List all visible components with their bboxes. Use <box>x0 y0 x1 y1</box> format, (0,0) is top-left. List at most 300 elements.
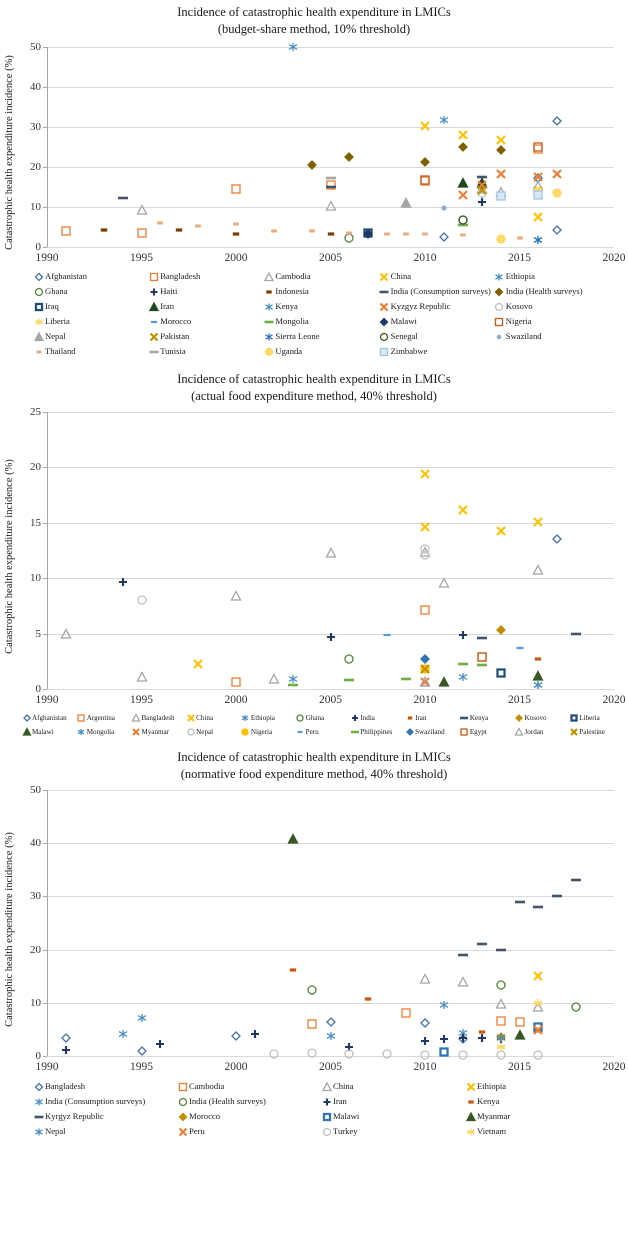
legend-item[interactable] <box>264 299 379 314</box>
legend-item[interactable] <box>380 314 495 329</box>
legend-label: Vietnam <box>477 1126 507 1136</box>
legend-marker-icon <box>131 714 140 723</box>
legend-label: Kosovo <box>524 714 547 722</box>
gridline <box>47 87 614 88</box>
legend-marker-icon <box>322 1097 331 1106</box>
legend-item[interactable] <box>241 711 296 725</box>
chart-3-title-block <box>0 745 628 782</box>
data-point <box>306 984 318 996</box>
legend-label: Peru <box>305 728 319 736</box>
chart-2-title: Incidence of catastrophic health expenditure in LMICs <box>177 372 451 386</box>
legend-marker-icon <box>22 728 31 737</box>
legend-label: Peru <box>189 1126 205 1136</box>
legend-item[interactable] <box>77 711 132 725</box>
gridline <box>47 412 614 413</box>
legend-item[interactable] <box>380 344 495 359</box>
legend-item[interactable] <box>495 314 610 329</box>
legend-item[interactable] <box>322 1109 466 1124</box>
legend-item[interactable] <box>178 1094 322 1109</box>
data-point <box>306 1047 318 1059</box>
legend-marker-icon <box>264 347 273 356</box>
data-point <box>457 629 469 641</box>
legend-item[interactable] <box>495 299 610 314</box>
data-point <box>117 1028 129 1040</box>
legend-item[interactable] <box>405 725 460 739</box>
chart-1-plot-area <box>0 37 628 267</box>
data-point <box>495 944 507 956</box>
data-point <box>287 964 299 976</box>
legend-item[interactable] <box>34 1109 178 1124</box>
legend-item[interactable] <box>34 329 149 344</box>
legend-item[interactable] <box>149 284 264 299</box>
data-point <box>173 224 185 236</box>
legend-label: Pakistan <box>160 331 190 341</box>
legend-label: Mongolia <box>86 728 115 736</box>
data-point <box>419 174 431 186</box>
legend-label: Malawi <box>333 1111 360 1121</box>
data-point <box>457 658 469 670</box>
legend-item[interactable] <box>241 725 296 739</box>
legend-item[interactable] <box>186 711 241 725</box>
chart-2-legend <box>0 709 628 739</box>
legend-marker-icon <box>264 332 273 341</box>
data-point <box>98 224 110 236</box>
legend-marker-icon <box>380 287 389 296</box>
legend-label: Liberia <box>579 714 600 722</box>
legend-label: Bangladesh <box>141 714 175 722</box>
legend-marker-icon <box>22 714 31 723</box>
legend-label: Afghanistan <box>32 714 67 722</box>
legend-marker-icon <box>495 287 504 296</box>
legend-item[interactable] <box>380 299 495 314</box>
data-point <box>325 200 337 212</box>
legend-marker-icon <box>34 1127 43 1136</box>
legend-item[interactable] <box>186 725 241 739</box>
chart-3-legend <box>0 1077 628 1139</box>
gridline <box>47 578 614 579</box>
chart-2-canvas <box>30 406 626 706</box>
legend-label: Kenya <box>275 301 298 311</box>
chart-2-y-axis-label: Catastrophic health expenditure incidence (%) <box>3 459 15 654</box>
gridline <box>47 896 614 897</box>
data-point <box>532 564 544 576</box>
gridline <box>47 950 614 951</box>
data-point <box>532 997 544 1009</box>
legend-item[interactable] <box>34 1079 178 1094</box>
chart-3-title: Incidence of catastrophic health expenditure in LMICs <box>177 750 451 764</box>
data-point <box>419 676 431 688</box>
legend-item[interactable] <box>296 711 351 725</box>
legend-label: Bangladesh <box>160 271 201 281</box>
legend-item[interactable] <box>34 1124 178 1139</box>
legend-label: Malawi <box>390 316 417 326</box>
data-point <box>306 1018 318 1030</box>
y-axis-tick-label: 5 <box>35 627 41 640</box>
data-point <box>532 1024 544 1036</box>
legend-label: Ghana <box>45 286 68 296</box>
data-point <box>419 156 431 168</box>
legend-label: Ethiopia <box>250 714 275 722</box>
legend-marker-icon <box>350 714 359 723</box>
legend-label: Senegal <box>390 331 418 341</box>
legend-marker-icon <box>149 302 158 311</box>
data-point <box>457 949 469 961</box>
legend-item[interactable] <box>149 344 264 359</box>
legend-label: Bangladesh <box>45 1081 86 1091</box>
data-point <box>532 189 544 201</box>
legend-marker-icon <box>460 714 469 723</box>
y-axis-tick-label: 40 <box>30 81 41 93</box>
data-point <box>476 938 488 950</box>
data-point <box>476 632 488 644</box>
legend-marker-icon <box>466 1082 475 1091</box>
data-point <box>136 594 148 606</box>
legend-label: Iraq <box>45 301 59 311</box>
y-axis-tick-label: 0 <box>35 1050 41 1062</box>
figure-normative-food <box>0 745 628 1139</box>
data-point <box>419 228 431 240</box>
legend-marker-icon <box>322 1082 331 1091</box>
legend-marker-icon <box>149 347 158 356</box>
legend-label: Turkey <box>333 1126 358 1136</box>
legend-item[interactable] <box>131 725 186 739</box>
legend-marker-icon <box>178 1112 187 1121</box>
y-axis-tick-mark <box>43 689 47 690</box>
legend-label: India (Consumption surveys) <box>390 286 491 296</box>
gridline <box>47 689 614 690</box>
legend-marker-icon <box>178 1097 187 1106</box>
legend-label: India <box>360 714 375 722</box>
legend-item[interactable] <box>77 725 132 739</box>
gridline <box>47 843 614 844</box>
data-point <box>570 874 582 886</box>
legend-item[interactable] <box>466 1109 610 1124</box>
data-point <box>325 1016 337 1028</box>
legend-item[interactable] <box>178 1124 322 1139</box>
legend-marker-icon <box>405 714 414 723</box>
legend-item[interactable] <box>569 711 624 725</box>
data-point <box>60 225 72 237</box>
legend-label: Ethiopia <box>505 271 535 281</box>
data-point <box>192 220 204 232</box>
data-point <box>514 642 526 654</box>
legend-item[interactable] <box>460 725 515 739</box>
data-point <box>457 177 469 189</box>
x-axis-tick-label: 2015 <box>508 252 531 264</box>
legend-marker-icon <box>77 714 86 723</box>
data-point <box>325 547 337 559</box>
data-point <box>495 624 507 636</box>
data-point <box>532 901 544 913</box>
legend-marker-icon <box>264 302 273 311</box>
legend-label: Iran <box>160 301 175 311</box>
data-point <box>381 228 393 240</box>
data-point <box>230 1030 242 1042</box>
data-point <box>400 228 412 240</box>
legend-item[interactable] <box>149 329 264 344</box>
data-point <box>419 1035 431 1047</box>
x-axis-tick-label: 2000 <box>224 252 248 264</box>
legend-label: Kenya <box>477 1096 500 1106</box>
data-point <box>268 673 280 685</box>
gridline <box>47 467 614 468</box>
y-axis-tick-label: 25 <box>30 406 41 418</box>
chart-1-canvas <box>30 41 626 264</box>
legend-item[interactable] <box>495 329 610 344</box>
data-point <box>306 225 318 237</box>
legend-marker-icon <box>34 1097 43 1106</box>
data-point <box>495 525 507 537</box>
legend-item[interactable] <box>322 1094 466 1109</box>
legend-marker-icon <box>322 1127 331 1136</box>
y-axis-tick-label: 0 <box>35 683 41 695</box>
legend-label: Liberia <box>45 316 70 326</box>
legend-marker-icon <box>466 1097 475 1106</box>
chart-1-title: Incidence of catastrophic health expenditure in LMICs <box>177 5 451 19</box>
chart-1-subtitle: (budget-share method, 10% threshold) <box>217 21 411 36</box>
legend-item[interactable] <box>34 314 149 329</box>
legend-item[interactable] <box>178 1079 322 1094</box>
data-point <box>362 228 374 240</box>
legend-marker-icon <box>34 272 43 281</box>
legend-item[interactable] <box>495 269 610 284</box>
data-point <box>117 192 129 204</box>
legend-marker-icon <box>186 728 195 737</box>
data-point <box>136 1012 148 1024</box>
legend-item[interactable] <box>460 711 515 725</box>
legend-marker-icon <box>149 272 158 281</box>
legend-label: Malawi <box>32 728 54 736</box>
x-axis-tick-label: 1990 <box>35 694 59 706</box>
x-axis-tick-label: 2020 <box>602 252 626 264</box>
legend-item[interactable] <box>149 314 264 329</box>
legend-marker-icon <box>515 728 524 737</box>
legend-item[interactable] <box>264 314 379 329</box>
data-point <box>438 1046 450 1058</box>
data-point <box>438 1033 450 1045</box>
data-point <box>419 1017 431 1029</box>
legend-marker-icon <box>515 714 524 723</box>
data-point <box>457 189 469 201</box>
legend-item[interactable] <box>466 1079 610 1094</box>
legend-item[interactable] <box>34 269 149 284</box>
y-axis-tick-mark <box>43 1056 47 1057</box>
legend-marker-icon <box>264 272 273 281</box>
legend-item[interactable] <box>350 725 405 739</box>
legend-label: Jordan <box>524 728 544 736</box>
legend-label: Nigeria <box>250 728 273 736</box>
legend-item[interactable] <box>466 1124 610 1139</box>
legend-marker-icon <box>131 728 140 737</box>
legend-item[interactable] <box>380 329 495 344</box>
data-point <box>495 233 507 245</box>
data-point <box>551 533 563 545</box>
legend-item[interactable] <box>22 725 77 739</box>
data-point <box>287 41 299 53</box>
legend-label: Argentina <box>86 714 115 722</box>
y-axis-tick-label: 20 <box>30 461 41 474</box>
legend-item[interactable] <box>34 344 149 359</box>
data-point <box>419 549 431 561</box>
data-point <box>457 1032 469 1044</box>
chart-3-subtitle: (normative food expenditure method, 40% threshold) <box>180 766 448 781</box>
legend-item[interactable] <box>131 711 186 725</box>
data-point <box>495 144 507 156</box>
data-point <box>230 676 242 688</box>
data-point <box>570 628 582 640</box>
y-axis-tick-label: 10 <box>30 572 41 585</box>
legend-marker-icon <box>264 317 273 326</box>
legend-item[interactable] <box>34 284 149 299</box>
legend-label: Morocco <box>189 1111 221 1121</box>
y-axis-tick-label: 50 <box>30 784 41 796</box>
legend-item[interactable] <box>264 284 379 299</box>
legend-item[interactable] <box>34 299 149 314</box>
legend-marker-icon <box>34 302 43 311</box>
legend-item[interactable] <box>466 1094 610 1109</box>
legend-label: Zimbabwe <box>390 346 428 356</box>
legend-item[interactable] <box>264 329 379 344</box>
legend-marker-icon <box>466 1112 475 1121</box>
legend-marker-icon <box>495 302 504 311</box>
legend-item[interactable] <box>405 711 460 725</box>
x-axis-tick-label: 2015 <box>508 694 531 706</box>
legend-marker-icon <box>495 272 504 281</box>
data-point <box>325 172 337 184</box>
legend-item[interactable] <box>178 1109 322 1124</box>
data-point <box>325 631 337 643</box>
gridline <box>47 247 614 248</box>
data-point <box>192 658 204 670</box>
legend-item[interactable] <box>149 269 264 284</box>
legend-marker-icon <box>34 347 43 356</box>
x-axis-tick-label: 2005 <box>319 694 342 706</box>
chart-1-legend <box>0 267 628 359</box>
data-point <box>438 999 450 1011</box>
chart-1-title-block <box>0 0 628 37</box>
data-point <box>136 671 148 683</box>
legend-marker-icon <box>296 714 305 723</box>
legend-label: Kyzgyz Republic <box>390 301 451 311</box>
legend-marker-icon <box>380 347 389 356</box>
legend-label: Palestine <box>579 728 605 736</box>
data-point <box>495 168 507 180</box>
legend-label: Cambodia <box>275 271 311 281</box>
legend-label: Kosovo <box>505 301 533 311</box>
legend-marker-icon <box>149 287 158 296</box>
data-point <box>306 159 318 171</box>
legend-label: Kenya <box>469 714 489 722</box>
legend-item[interactable] <box>495 284 610 299</box>
data-point <box>457 504 469 516</box>
x-axis-tick-label: 2010 <box>413 1061 437 1073</box>
legend-item[interactable] <box>380 269 495 284</box>
data-point <box>457 129 469 141</box>
data-point <box>343 674 355 686</box>
gridline <box>47 1056 614 1057</box>
gridline <box>47 790 614 791</box>
data-point <box>230 590 242 602</box>
data-point <box>438 676 450 688</box>
gridline <box>47 127 614 128</box>
legend-label: Philippines <box>360 728 393 736</box>
legend-item[interactable] <box>264 344 379 359</box>
legend-item[interactable] <box>322 1124 466 1139</box>
x-axis-tick-label: 1995 <box>130 252 153 264</box>
gridline <box>47 523 614 524</box>
legend-label: Mongolia <box>275 316 309 326</box>
legend-marker-icon <box>186 714 195 723</box>
legend-marker-icon <box>380 317 389 326</box>
legend-label: Ethiopia <box>477 1081 507 1091</box>
legend-marker-icon <box>34 1082 43 1091</box>
data-point <box>570 1001 582 1013</box>
data-point <box>419 604 431 616</box>
data-point <box>514 896 526 908</box>
legend-item[interactable] <box>322 1079 466 1094</box>
legend-marker-icon <box>495 332 504 341</box>
legend-item[interactable] <box>264 269 379 284</box>
y-axis-tick-label: 50 <box>30 41 41 53</box>
data-point <box>457 1049 469 1061</box>
data-point <box>457 976 469 988</box>
data-point <box>419 521 431 533</box>
y-axis-tick-label: 15 <box>30 516 41 529</box>
legend-label: Iran <box>333 1096 347 1106</box>
data-point <box>230 228 242 240</box>
x-axis-tick-label: 2010 <box>413 252 437 264</box>
figure-budget-share <box>0 0 628 359</box>
legend-item[interactable] <box>515 725 570 739</box>
legend-marker-icon <box>149 317 158 326</box>
data-point <box>117 576 129 588</box>
gridline <box>47 47 614 48</box>
legend-item[interactable] <box>22 711 77 725</box>
data-point <box>60 1044 72 1056</box>
y-axis-line <box>47 412 48 689</box>
x-axis-tick-label: 1995 <box>130 1061 153 1073</box>
y-axis-tick-label: 10 <box>30 201 41 213</box>
legend-marker-icon <box>34 1112 43 1121</box>
legend-marker-icon <box>495 317 504 326</box>
chart-2-plot-area <box>0 404 628 709</box>
legend-label: China <box>196 714 214 722</box>
data-point <box>419 468 431 480</box>
legend-item[interactable] <box>296 725 351 739</box>
chart-2-subtitle: (actual food expenditure method, 40% threshold) <box>191 388 437 403</box>
legend-item[interactable] <box>380 284 495 299</box>
legend-item[interactable] <box>149 299 264 314</box>
x-axis-tick-label: 2020 <box>602 694 626 706</box>
data-point <box>136 204 148 216</box>
data-point <box>136 1045 148 1057</box>
data-point <box>495 998 507 1010</box>
data-point <box>343 151 355 163</box>
data-point <box>325 228 337 240</box>
chart-3-canvas <box>30 784 626 1073</box>
legend-label: Myanmar <box>477 1111 511 1121</box>
legend-item[interactable] <box>350 711 405 725</box>
x-axis-tick-label: 1990 <box>35 1061 59 1073</box>
legend-item[interactable] <box>569 725 624 739</box>
legend-item[interactable] <box>34 1094 178 1109</box>
data-point <box>400 197 412 209</box>
data-point <box>514 232 526 244</box>
legend-marker-icon <box>178 1127 187 1136</box>
legend-item[interactable] <box>515 711 570 725</box>
legend-marker-icon <box>405 728 414 737</box>
x-axis-tick-label: 2015 <box>508 1061 531 1073</box>
